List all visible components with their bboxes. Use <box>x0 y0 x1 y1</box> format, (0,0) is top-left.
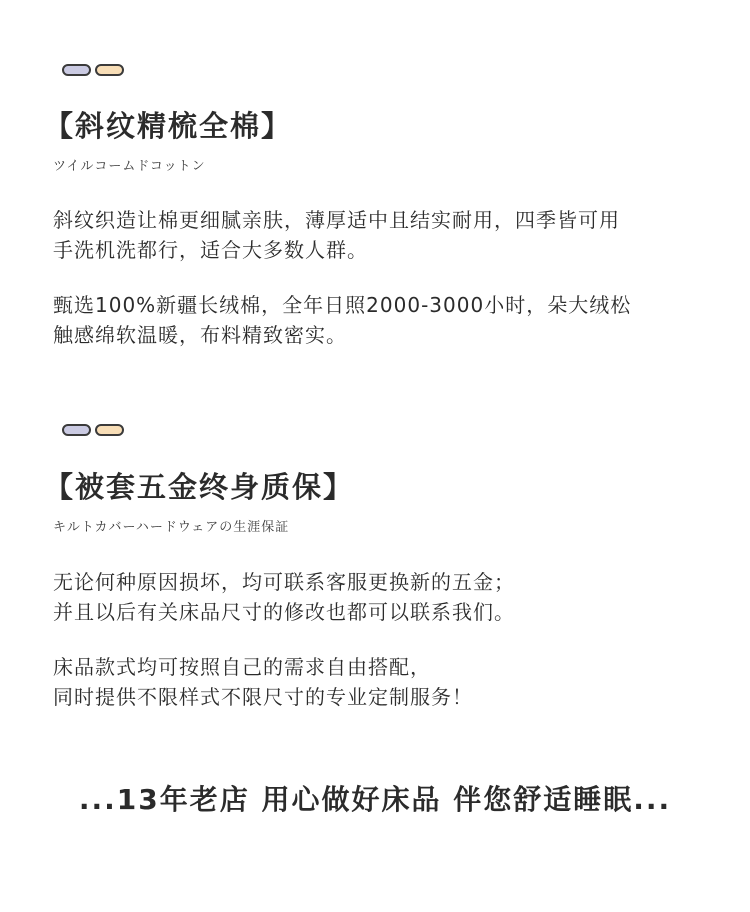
paragraph <box>53 290 713 350</box>
paragraph <box>53 567 713 627</box>
paragraph-line: 斜纹织造让棉更细腻亲肤，薄厚适中且结实耐用，四季皆可用 <box>53 208 620 232</box>
pill-decoration <box>62 424 126 438</box>
section-subtitle: ツイルコームドコットン <box>53 159 206 174</box>
pill-decoration <box>62 64 126 78</box>
pill-icon-lavender <box>62 424 91 436</box>
section-title: 【斜纹精梳全棉】 <box>44 109 293 143</box>
footer-slogan: ...13年老店 用心做好床品 伴您舒适睡眠... <box>78 783 672 816</box>
section-title: 【被套五金终身质保】 <box>44 470 355 504</box>
pill-icon-lavender <box>62 64 91 76</box>
paragraph-line: 同时提供不限样式不限尺寸的专业定制服务！ <box>53 685 473 709</box>
paragraph-line: 无论何种原因损坏，均可联系客服更换新的五金； <box>53 570 515 594</box>
paragraph-line: 甄选100%新疆长绒棉，全年日照2000-3000小时，朵大绒松 <box>53 293 632 317</box>
paragraph <box>53 205 713 265</box>
pill-icon-peach <box>95 424 124 436</box>
paragraph-line: 床品款式均可按照自己的需求自由搭配， <box>53 655 431 679</box>
paragraph-line: 手洗机洗都行，适合大多数人群。 <box>53 238 368 262</box>
paragraph-line: 并且以后有关床品尺寸的修改也都可以联系我们。 <box>53 600 515 624</box>
paragraph-line: 触感绵软温暖，布料精致密实。 <box>53 323 347 347</box>
paragraph <box>53 652 713 712</box>
section-subtitle: キルトカバーハードウェアの生涯保証 <box>53 520 290 535</box>
pill-icon-peach <box>95 64 124 76</box>
